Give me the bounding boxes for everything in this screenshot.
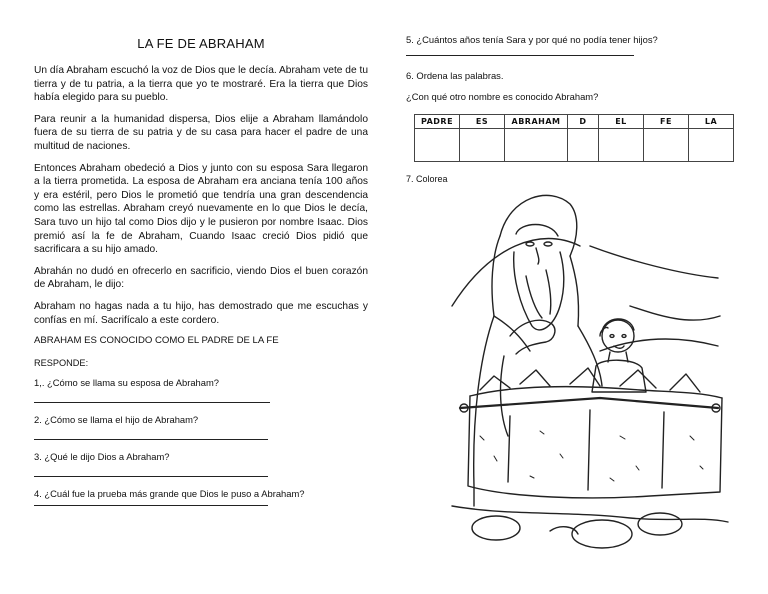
question-1: 1,. ¿Cómo se llama su esposa de Abraham? (34, 377, 219, 389)
page-title: LA FE DE ABRAHAM (137, 36, 265, 51)
answer-cell-4[interactable] (568, 129, 599, 162)
answer-line-5[interactable] (406, 45, 634, 56)
story-paragraph-2: Para reunir a la humanidad dispersa, Dios elije a Abraham llamándolo fuera de su tierra de su patria y de su casa para hacer el padre de una multitud de naciones. (34, 113, 368, 152)
answer-cell-7[interactable] (689, 129, 734, 162)
word-cell-la: LA (689, 115, 734, 129)
answer-line-3[interactable] (34, 462, 268, 477)
answer-line-1[interactable] (34, 388, 270, 403)
question-7: 7. Colorea (406, 174, 448, 184)
question-5: 5. ¿Cuántos años tenía Sara y por qué no podía tener hijos? (406, 34, 658, 45)
question-2: 2. ¿Cómo se llama el hijo de Abraham? (34, 414, 199, 426)
answer-cell-1[interactable] (415, 129, 460, 162)
answer-cell-2[interactable] (460, 129, 505, 162)
word-order-table (414, 114, 734, 162)
word-cell-padre: PADRE (415, 115, 460, 129)
word-cell-d: D (568, 115, 599, 129)
answer-cell-6[interactable] (644, 129, 689, 162)
answer-line-2[interactable] (34, 425, 268, 440)
answer-cell-5[interactable] (599, 129, 644, 162)
abraham-isaac-coloring-illustration[interactable] (450, 186, 730, 554)
word-cell-abraham: ABRAHAM (505, 115, 568, 129)
story-paragraph-3: Entonces Abraham obedeció a Dios y junto con su esposa Sara llegaron a la tierra prometida. La esposa de Abraham era anciana tenía 100 años y era estéril, pero Dios le prometió que tendría una gran descendencia como las estrellas. Abraham creyó nuevamente en lo que Dios le decía, Sara tuvo un hijo tal como Dios dijo y le pusieron por nombre Isaac. Dios premió así la fe de Abraham, Cuando Isaac creció Dios pidió que sacrificara a su hijo amado. (34, 162, 368, 256)
story-paragraph-5: Abraham no hagas nada a tu hijo, has demostrado que me escuchas y confías en mí. Sacrifícalo a este cordero. (34, 300, 368, 326)
word-cell-fe: FE (644, 115, 689, 129)
question-3: 3. ¿Qué le dijo Dios a Abraham? (34, 451, 170, 463)
story-paragraph-4: Abrahán no dudó en ofrecerlo en sacrificio, viendo Dios el buen corazón de Abraham, le dijo: (34, 265, 368, 291)
word-cell-es: ES (460, 115, 505, 129)
question-6: 6. Ordena las palabras. (406, 70, 504, 81)
story-paragraph-1: Un día Abraham escuchó la voz de Dios que le decía. Abraham vete de tu tierra y de tu patria, a la tierra que yo te mostraré. Era la tierra que Dios había elegido para su pueblo. (34, 65, 368, 104)
question-4: 4. ¿Cuál fue la prueba más grande que Dios le puso a Abraham? (34, 488, 305, 500)
responde-heading: RESPONDE: (34, 358, 89, 369)
answer-line-4[interactable] (34, 499, 268, 506)
word-cell-el: EL (599, 115, 644, 129)
right-column (406, 34, 736, 184)
answer-cell-3[interactable] (505, 129, 568, 162)
left-column (34, 36, 368, 517)
father-of-faith-statement: ABRAHAM ES CONOCIDO COMO EL PADRE DE LA FE (34, 335, 279, 347)
question-6-subtitle: ¿Con qué otro nombre es conocido Abraham? (406, 91, 599, 102)
